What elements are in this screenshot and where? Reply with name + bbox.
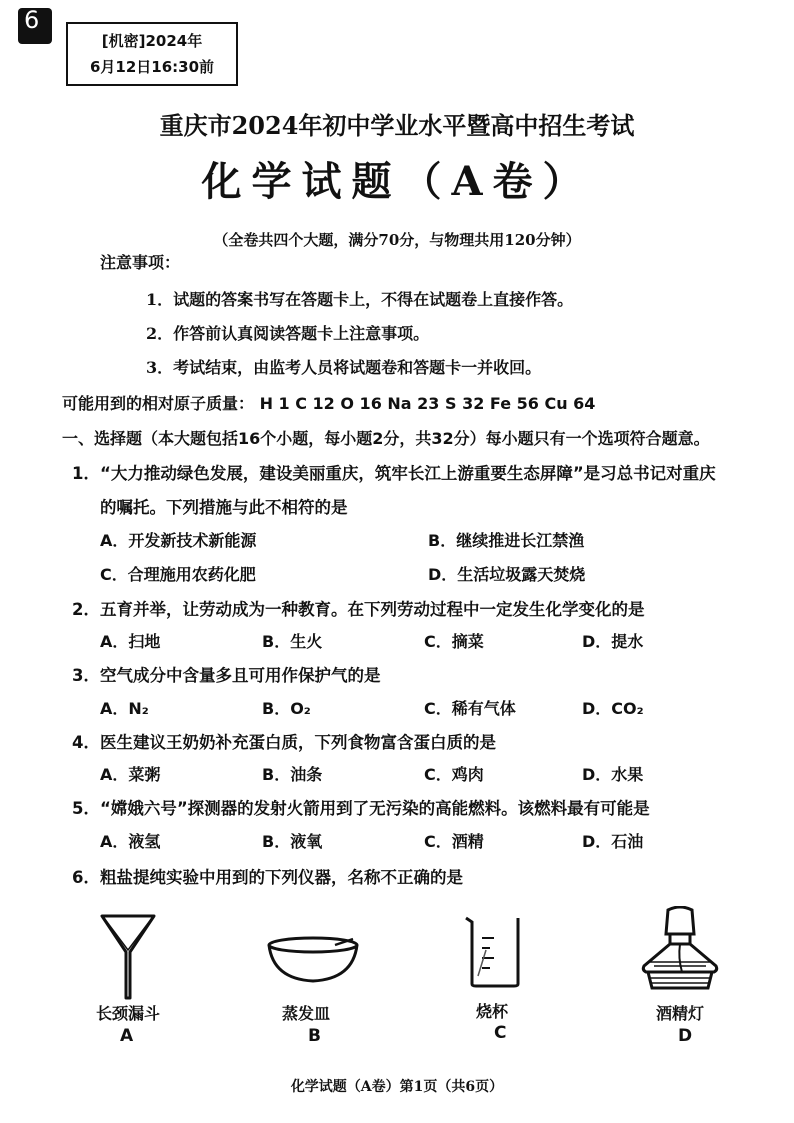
note-item-1: 1．试题的答案书写在答题卡上，不得在试题卷上直接作答。 [146,290,574,309]
question-1-option-b: B．继续推进长江禁渔 [428,531,585,550]
notes-heading: 注意事项： [100,253,181,272]
apparatus-a-label: 长颈漏斗 [96,1004,161,1023]
question-2-option-a: A．扫地 [100,632,161,651]
alcohol-lamp-icon [638,906,722,998]
question-3-text: 3．空气成分中含量多且可用作保护气的是 [72,666,381,685]
question-4-text: 4．医生建议王奶奶补充蛋白质，下列食物富含蛋白质的是 [72,733,496,752]
apparatus-d-letter: D [678,1026,693,1046]
section-1-heading: 一、选择题（本大题包括16个小题，每小题2分，共32分）每小题只有一个选项符合题意。 [62,429,710,448]
apparatus-c-label: 烧杯 [476,1002,509,1021]
funnel-icon [96,910,160,1002]
question-5-option-a: A．液氢 [100,832,161,851]
question-1-line-2: 的嘱托。下列措施与此不相符的是 [100,498,348,517]
beaker-icon [462,914,526,990]
question-5-option-b: B．液氧 [262,832,323,851]
note-item-3: 3．考试结束，由监考人员将试题卷和答题卡一并收回。 [146,358,542,377]
question-2-option-b: B．生火 [262,632,323,651]
question-1-line-1: 1．“大力推动绿色发展，建设美丽重庆，筑牢长江上游重要生态屏障”是习总书记对重庆 [72,464,716,483]
question-3-option-b: B．O₂ [262,699,311,718]
apparatus-c-letter: C [494,1023,507,1043]
question-6-text: 6．粗盐提纯实验中用到的下列仪器，名称不正确的是 [72,868,463,887]
question-4-option-a: A．菜粥 [100,765,161,784]
confidential-line-2: 6月12日16:30前 [89,58,215,76]
exam-info: （全卷共四个大题，满分70分，与物理共用120分钟） [213,231,581,249]
question-4-option-d: D．水果 [582,765,644,784]
question-1-option-a: A．开发新技术新能源 [100,531,257,550]
question-1-option-c: C．合理施用农药化肥 [100,565,256,584]
atomic-masses: 可能用到的相对原子质量： H 1 C 12 O 16 Na 23 S 32 Fe 56 Cu 64 [62,394,596,413]
question-4-option-b: B．油条 [262,765,323,784]
question-3-option-c: C．稀有气体 [424,699,516,718]
question-5-option-d: D．石油 [582,832,644,851]
note-item-2: 2．作答前认真阅读答题卡上注意事项。 [146,324,430,343]
question-3-option-d: D．CO₂ [582,699,644,718]
apparatus-a-letter: A [120,1026,134,1046]
confidential-stamp-box [66,22,238,86]
question-3-option-a: A．N₂ [100,699,149,718]
question-4-option-c: C．鸡肉 [424,765,484,784]
confidential-line-1: [机密]2024年 [101,32,203,50]
question-5-option-c: C．酒精 [424,832,484,851]
question-2-text: 2．五育并举，让劳动成为一种教育。在下列劳动过程中一定发生化学变化的是 [72,600,645,619]
question-2-option-c: C．摘菜 [424,632,484,651]
exam-subtitle: 重庆市2024年初中学业水平暨高中招生考试 [159,111,635,140]
apparatus-d-label: 酒精灯 [656,1004,705,1023]
apparatus-b-letter: B [308,1026,321,1046]
corner-badge-text: 6 [24,8,40,34]
question-5-text: 5．“嫦娥六号”探测器的发射火箭用到了无污染的高能燃料。该燃料最有可能是 [72,799,650,818]
question-2-option-d: D．提水 [582,632,644,651]
evaporating-dish-icon [265,935,361,987]
corner-page-badge [18,8,52,44]
exam-title: 化学试题（A卷） [201,158,593,205]
question-1-option-d: D．生活垃圾露天焚烧 [428,565,586,584]
apparatus-b-label: 蒸发皿 [282,1004,331,1023]
page-footer: 化学试题（A卷）第1页（共6页） [290,1079,504,1095]
